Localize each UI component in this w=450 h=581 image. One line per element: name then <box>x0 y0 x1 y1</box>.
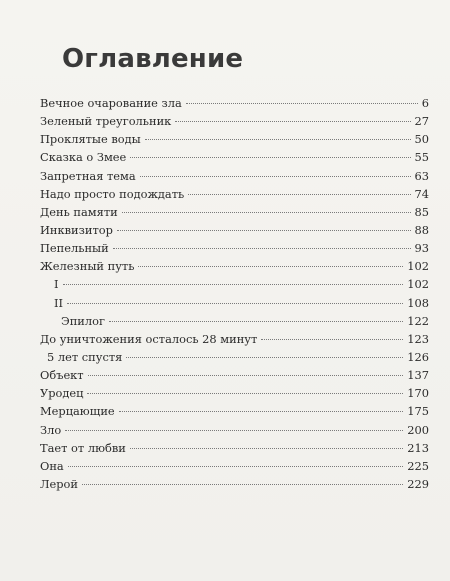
toc-entry-page-number: 88 <box>414 222 429 237</box>
toc-entry-title: День памяти <box>40 204 118 219</box>
toc-entry <box>40 205 429 223</box>
dot-leader <box>130 157 410 158</box>
toc-entry-page-number: 126 <box>407 349 429 364</box>
dot-leader <box>140 176 411 177</box>
dot-leader <box>87 393 403 394</box>
toc-entry-page-number: 108 <box>407 295 429 310</box>
dot-leader <box>67 303 403 304</box>
dot-leader <box>82 484 403 485</box>
dot-leader <box>186 103 418 104</box>
toc-entry-title: Зло <box>40 422 62 437</box>
toc-entry-page-number: 122 <box>407 313 429 328</box>
toc-entry-title: Инквизитор <box>40 222 113 237</box>
toc-entry-title: Мерцающие <box>40 404 115 419</box>
dot-leader <box>68 466 404 467</box>
toc-entry-page-number: 137 <box>407 368 429 383</box>
toc-entry-title: Уродец <box>40 386 84 401</box>
toc-entry-title: Проклятые воды <box>40 132 141 147</box>
toc-entry-page-number: 6 <box>421 96 429 110</box>
dot-leader <box>65 430 403 431</box>
dot-leader <box>138 266 403 267</box>
toc-entry <box>40 441 429 459</box>
toc-entry <box>40 314 429 332</box>
toc-entry <box>40 368 429 386</box>
toc-entry-title: До уничтожения осталось 28 минут <box>40 331 258 346</box>
toc-entry-page-number: 50 <box>414 132 429 147</box>
toc-entry-title: Пепельный <box>40 241 109 256</box>
toc-entry-title: Эпилог <box>61 313 105 328</box>
toc-entry-title: Сказка о Змее <box>40 150 127 165</box>
toc-entry-page-number: 200 <box>407 422 429 437</box>
toc-entry-title: I <box>54 277 59 292</box>
toc-entry-page-number: 85 <box>414 204 429 219</box>
toc-entry <box>40 132 429 150</box>
toc-entry-title: 5 лет спустя <box>47 349 123 364</box>
toc-entry-title: Надо просто подождать <box>40 186 185 201</box>
toc-entry <box>40 114 429 132</box>
toc-entry-page-number: 74 <box>414 186 429 201</box>
toc-entry <box>40 386 429 404</box>
toc-entry <box>40 169 429 187</box>
toc-entry <box>40 477 429 495</box>
dot-leader <box>117 230 411 231</box>
toc-entry-title: Лерой <box>40 476 78 491</box>
toc-entry-page-number: 175 <box>407 404 429 419</box>
toc-entry-page-number: 225 <box>407 458 429 473</box>
toc-entry <box>40 187 429 205</box>
dot-leader <box>188 194 410 195</box>
toc-entry-title: Тает от любви <box>40 440 126 455</box>
toc-entry-title: Объект <box>40 368 84 383</box>
toc-entry-page-number: 27 <box>414 114 429 129</box>
toc-entry-page-number: 63 <box>414 168 429 183</box>
dot-leader <box>145 139 411 140</box>
toc-entry <box>40 332 429 350</box>
toc-entry-page-number: 229 <box>407 476 429 491</box>
dot-leader <box>109 321 403 322</box>
toc-entry-title: Она <box>40 458 64 473</box>
toc-entry <box>40 277 429 295</box>
toc-entry <box>40 459 429 477</box>
toc-entry <box>40 423 429 441</box>
toc-entry <box>40 241 429 259</box>
dot-leader <box>119 411 404 412</box>
toc-entry-title: Железный путь <box>40 259 135 274</box>
dot-leader <box>261 339 403 340</box>
table-of-contents <box>40 96 429 495</box>
dot-leader <box>130 448 403 449</box>
toc-entry-page-number: 93 <box>414 241 429 256</box>
dot-leader <box>88 375 404 376</box>
dot-leader <box>113 248 411 249</box>
toc-entry-title: Запретная тема <box>40 168 136 183</box>
toc-entry <box>40 404 429 422</box>
toc-entry-title: II <box>54 295 63 310</box>
toc-entry <box>40 259 429 277</box>
toc-entry-page-number: 55 <box>414 150 429 165</box>
toc-entry-page-number: 102 <box>407 259 429 274</box>
toc-entry <box>40 96 429 114</box>
toc-entry-page-number: 170 <box>407 386 429 401</box>
toc-entry-page-number: 123 <box>407 331 429 346</box>
toc-entry <box>40 223 429 241</box>
toc-entry-title: Вечное очарование зла <box>40 96 182 110</box>
dot-leader <box>175 121 410 122</box>
page-title: Оглавление <box>62 44 244 74</box>
toc-entry-page-number: 213 <box>407 440 429 455</box>
toc-entry <box>40 150 429 168</box>
toc-entry <box>40 296 429 314</box>
dot-leader <box>126 357 403 358</box>
dot-leader <box>122 212 411 213</box>
toc-entry-title: Зеленый треугольник <box>40 114 172 129</box>
dot-leader <box>63 284 404 285</box>
toc-entry <box>40 350 429 368</box>
toc-entry-page-number: 102 <box>407 277 429 292</box>
